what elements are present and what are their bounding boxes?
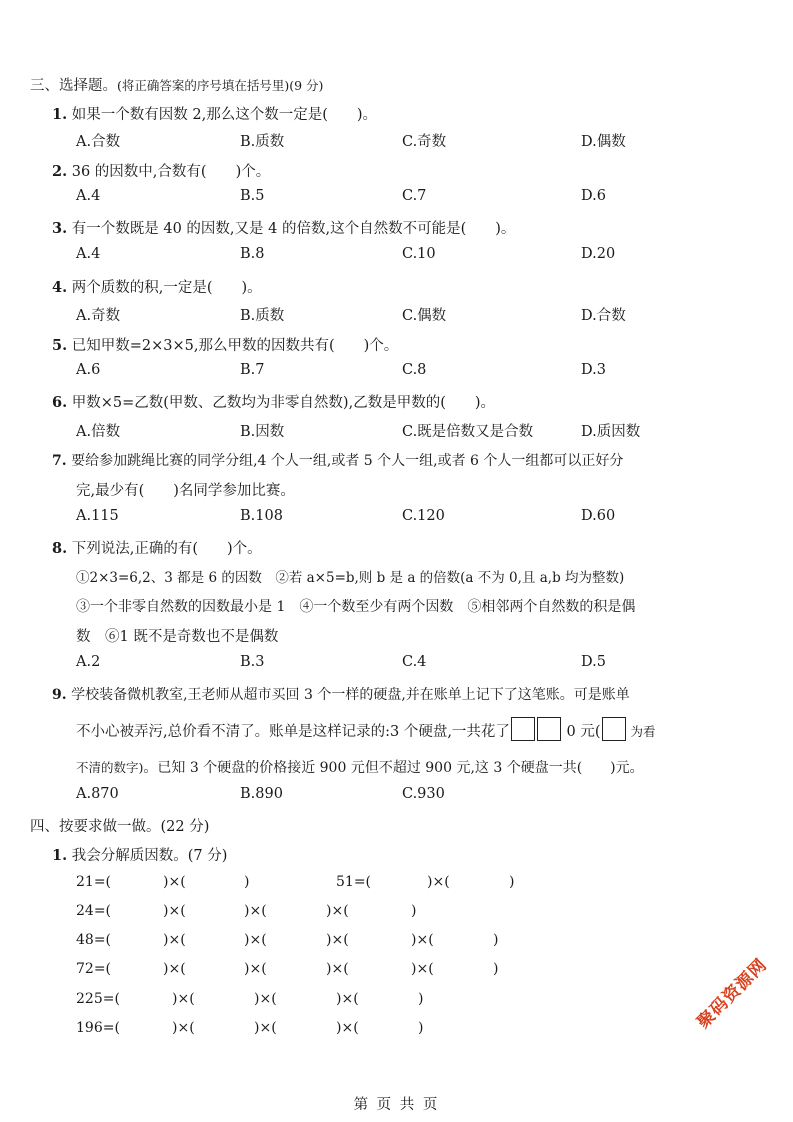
option-d: D.合数 [581, 308, 626, 324]
factor-cell: )×( [163, 932, 186, 948]
question-number: 1. [52, 106, 68, 123]
option-b: B.质数 [240, 308, 285, 324]
option-c: C.既是倍数又是合数 [402, 424, 534, 440]
options-9 [0, 786, 793, 806]
question-stem: 已知甲数=2×3×5,那么甲数的因数共有( )个。 [71, 338, 399, 354]
section-3-title: 三、选择题。 [30, 78, 117, 94]
statement-line-1: ①2×3=6,2、3 都是 6 的因数 ②若 a×5=b,则 b 是 a 的倍数(a 不为 0,且 a,b 均为整数) [76, 570, 625, 586]
option-d: D.3 [581, 362, 606, 378]
option-b: B.8 [240, 246, 265, 262]
question-3 [52, 217, 515, 238]
option-a: A.倍数 [76, 424, 121, 440]
options-8 [0, 654, 793, 674]
option-b: B.5 [240, 188, 265, 204]
option-a: A.115 [76, 508, 119, 524]
question-7-line-2: 完,最少有( )名同学参加比赛。 [76, 483, 295, 499]
question-number: 9. [52, 687, 67, 703]
factor-cell: )×( [163, 874, 186, 890]
factor-cell: )×( [163, 961, 186, 977]
bill-text: 不小心被弄污,总价看不清了。账单是这样记录的:3 个硬盘,一共花了 [76, 724, 510, 740]
section-3-heading [30, 74, 323, 95]
factor-cell: ) [418, 1020, 424, 1036]
option-a: A.6 [76, 362, 101, 378]
options-5 [0, 362, 793, 382]
factor-row-196 [0, 1020, 793, 1040]
factor-cell: 48=( [76, 932, 112, 948]
option-a: A.4 [76, 188, 101, 204]
factor-row-48 [0, 932, 793, 952]
factor-cell: )×( [326, 932, 349, 948]
factor-row-21-51 [0, 874, 793, 894]
factor-cell: )×( [172, 991, 195, 1007]
option-d: D.20 [581, 246, 616, 262]
question-number: 8. [52, 540, 68, 557]
question-9-line-3 [76, 757, 644, 777]
section-3-note: (将正确答案的序号填在括号里)(9 分) [117, 78, 324, 93]
sub-question-1 [52, 844, 227, 865]
option-b: B.890 [240, 786, 283, 802]
statement-line-2: ③一个非零自然数的因数最小是 1 ④一个数至少有两个因数 ⑤相邻两个自然数的积是偶 [76, 599, 636, 615]
factor-cell: 225=( [76, 991, 120, 1007]
option-b: B.3 [240, 654, 265, 670]
factor-cell: ) [509, 874, 515, 890]
question-stem: 两个质数的积,一定是( )。 [71, 280, 262, 296]
statement-line-3: 数 ⑥1 既不是奇数也不是偶数 [76, 629, 279, 645]
factor-cell: 51=( [336, 874, 372, 890]
factor-cell: )×( [254, 1020, 277, 1036]
option-d: D.60 [581, 508, 616, 524]
question-number: 4. [52, 279, 68, 296]
option-d: D.偶数 [581, 134, 626, 150]
factor-cell: 24=( [76, 903, 112, 919]
option-b: B.因数 [240, 424, 285, 440]
digit-box [511, 717, 535, 741]
factor-cell: )×( [172, 1020, 195, 1036]
factor-cell: ) [493, 961, 499, 977]
question-number: 3. [52, 220, 68, 237]
options-3 [0, 246, 793, 266]
factor-cell: ) [244, 874, 250, 890]
legend-text: 为看 [630, 724, 656, 739]
legend-text-2: 不清的数字) [76, 760, 144, 775]
option-a: A.2 [76, 654, 101, 670]
option-a: A.4 [76, 246, 101, 262]
option-c: C.7 [402, 188, 427, 204]
factor-cell: )×( [326, 903, 349, 919]
factor-cell: 196=( [76, 1020, 120, 1036]
option-b: B.质数 [240, 134, 285, 150]
factor-cell: )×( [427, 874, 450, 890]
question-number: 7. [52, 453, 67, 469]
factor-cell: )×( [411, 932, 434, 948]
option-a: A.870 [76, 786, 119, 802]
option-c: C.4 [402, 654, 427, 670]
question-stem: 要给参加跳绳比赛的同学分组,4 个人一组,或者 5 个人一组,或者 6 个人一组都可以正好分 [71, 453, 624, 469]
page-footer: 第 页 共 页 [353, 1097, 440, 1113]
factor-cell: )×( [244, 932, 267, 948]
question-4 [52, 276, 262, 297]
options-7 [0, 508, 793, 528]
factor-cell: ) [418, 991, 424, 1007]
question-7 [52, 450, 623, 470]
question-number: 2. [52, 163, 68, 180]
question-stem: 如果一个数有因数 2,那么这个数一定是( )。 [71, 107, 378, 123]
question-number: 6. [52, 394, 68, 411]
watermark: 聚码资源网 [693, 954, 772, 1033]
factor-cell: )×( [244, 961, 267, 977]
question-stem: 36 的因数中,合数有( )个。 [71, 164, 271, 180]
sub-question-text: 我会分解质因数。(7 分) [71, 848, 228, 864]
factor-row-72 [0, 961, 793, 981]
options-1 [0, 130, 793, 150]
option-c: C.奇数 [402, 134, 447, 150]
question-5 [52, 334, 398, 355]
option-c: C.930 [402, 786, 445, 802]
question-number: 5. [52, 337, 68, 354]
factor-cell: )×( [254, 991, 277, 1007]
option-a: A.奇数 [76, 308, 121, 324]
digit-box-legend [602, 717, 626, 741]
option-b: B.108 [240, 508, 283, 524]
question-stem: 下列说法,正确的有( )个。 [71, 541, 262, 557]
options-4 [0, 304, 793, 324]
factor-cell: )×( [326, 961, 349, 977]
section-4-title: 四、按要求做一做。(22 分) [30, 819, 210, 835]
bill-text-yuan: 0 元( [566, 724, 601, 740]
question-stem: 甲数×5=乙数(甲数、乙数均为非零自然数),乙数是甲数的( )。 [71, 395, 496, 411]
factor-row-225 [0, 991, 793, 1011]
question-8 [52, 537, 262, 558]
option-c: C.120 [402, 508, 445, 524]
options-2 [0, 188, 793, 208]
option-d: D.质因数 [581, 424, 641, 440]
digit-box [537, 717, 561, 741]
question-1 [52, 103, 377, 124]
option-d: D.6 [581, 188, 606, 204]
option-d: D.5 [581, 654, 606, 670]
factor-cell: ) [493, 932, 499, 948]
options-6 [0, 420, 793, 440]
question-9-ask: 。已知 3 个硬盘的价格接近 900 元但不超过 900 元,这 3 个硬盘一共( )元。 [143, 760, 644, 776]
question-2 [52, 160, 270, 181]
question-9-line-2 [76, 717, 656, 741]
option-c: C.偶数 [402, 308, 447, 324]
factor-cell: )×( [336, 991, 359, 1007]
factor-cell: )×( [244, 903, 267, 919]
option-c: C.8 [402, 362, 427, 378]
factor-row-24 [0, 903, 793, 923]
factor-cell: 72=( [76, 961, 112, 977]
question-9 [52, 684, 630, 704]
factor-cell: 21=( [76, 874, 112, 890]
question-stem: 有一个数既是 40 的因数,又是 4 的倍数,这个自然数不可能是( )。 [71, 221, 516, 237]
option-b: B.7 [240, 362, 265, 378]
question-6 [52, 391, 495, 412]
factor-cell: )×( [336, 1020, 359, 1036]
factor-cell: )×( [411, 961, 434, 977]
option-a: A.合数 [76, 134, 121, 150]
option-c: C.10 [402, 246, 436, 262]
question-number: 1. [52, 847, 68, 864]
factor-cell: ) [411, 903, 417, 919]
question-stem: 学校装备微机教室,王老师从超市买回 3 个一样的硬盘,并在账单上记下了这笔账。可是账单 [71, 687, 630, 703]
factor-cell: )×( [163, 903, 186, 919]
